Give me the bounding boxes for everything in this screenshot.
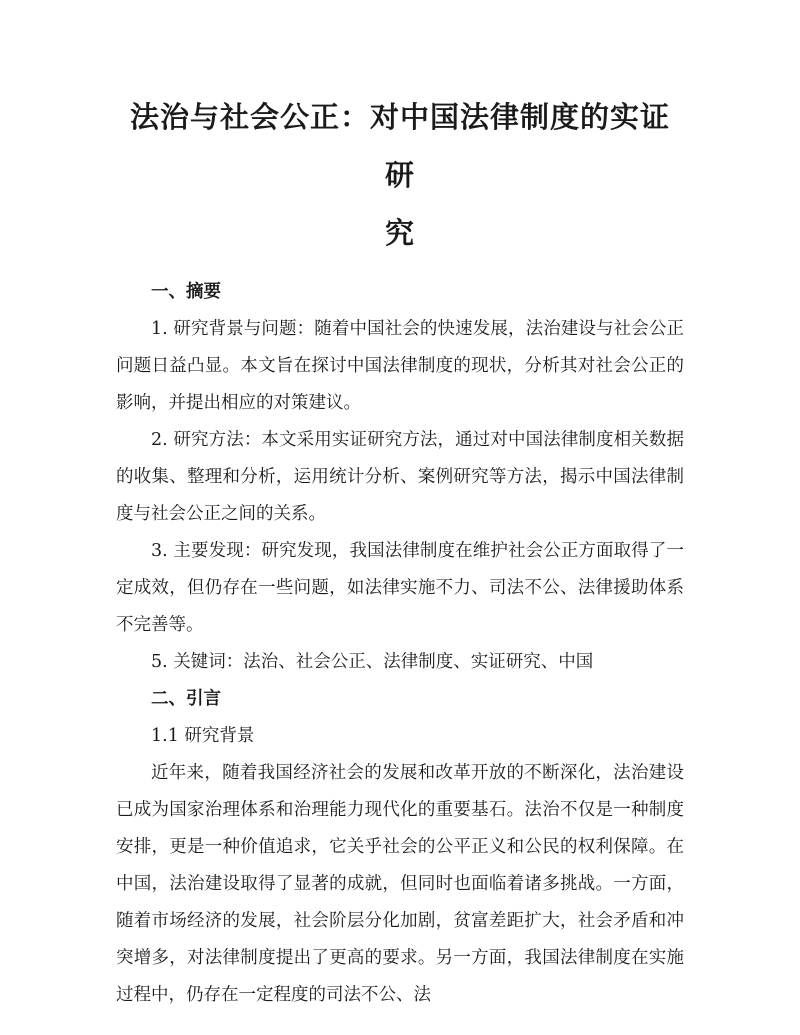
introduction-heading: 二、引言: [151, 689, 221, 709]
abstract-background-paragraph: 1. 研究背景与问题：随着中国社会的快速发展，法治建设与社会公正问题日益凸显。本文旨在探讨中国法律制度的现状，分析其对社会公正的影响，并提出相应的对策建议。: [116, 319, 684, 413]
introduction-subheading: 1.1 研究背景: [151, 726, 255, 746]
abstract-heading: 一、摘要: [151, 282, 221, 302]
abstract-keywords-paragraph: 5. 关键词：法治、社会公正、法律制度、实证研究、中国: [151, 652, 594, 672]
title-line-1: 法治与社会公正：对中国法律制度的实证研: [129, 100, 670, 192]
title-line-2: 究: [384, 216, 415, 250]
abstract-method-paragraph: 2. 研究方法：本文采用实证研究方法，通过对中国法律制度相关数据的收集、整理和分析，运用统计分析、案例研究等方法，揭示中国法律制度与社会公正之间的关系。: [116, 430, 684, 524]
abstract-findings-paragraph: 3. 主要发现：研究发现，我国法律制度在维护社会公正方面取得了一定成效，但仍存在一些问题，如法律实施不力、司法不公、法律援助体系不完善等。: [116, 541, 684, 635]
introduction-paragraph: 近年来，随着我国经济社会的发展和改革开放的不断深化，法治建设已成为国家治理体系和治理能力现代化的重要基石。法治不仅是一种制度安排，更是一种价值追求，它关乎社会的公平正义和公民的权利保障。在中国，法治建设取得了显著的成就，但同时也面临着诸多挑战。一方面，随着市场经济的发展，社会阶层分化加剧，贫富差距扩大，社会矛盾和冲突增多，对法律制度提出了更高的要求。另一方面，我国法律制度在实施过程中，仍存在一定程度的司法不公、法: [116, 763, 684, 1005]
document-title: [116, 88, 684, 262]
document-body: [116, 274, 684, 1014]
